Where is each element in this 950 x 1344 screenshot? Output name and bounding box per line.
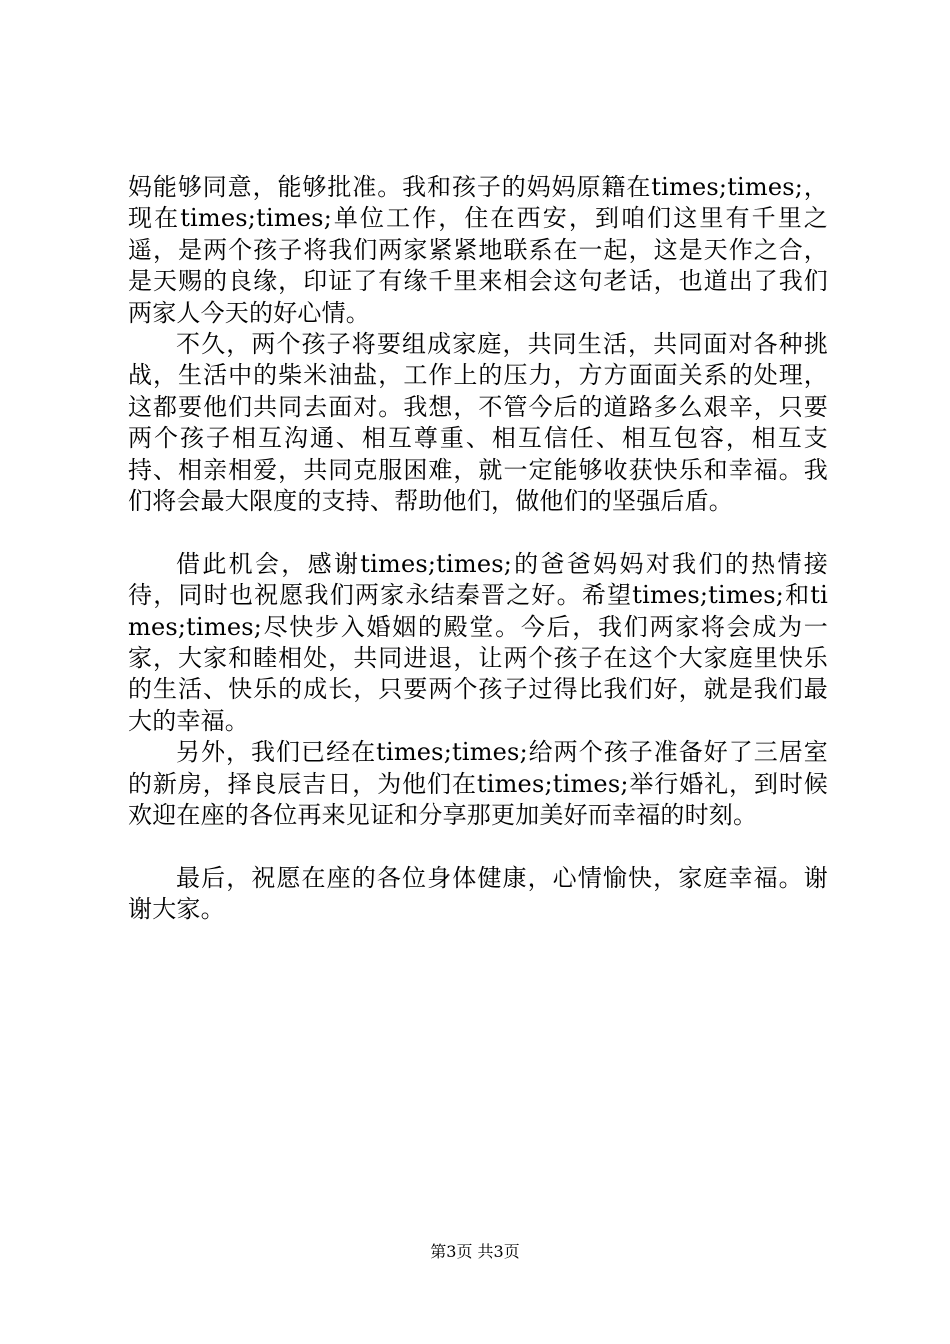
paragraph-challenges: 不久，两个孩子将要组成家庭，共同生活，共同面对各种挑战，生活中的柴米油盐，工作上的压力，方方面面关系的处理，这都要他们共同去面对。我想，不管今后的道路多么艰辛，只要两个孩子相互沟通、相互尊重、相互信任、相互包容，相互支持、相亲相爱，共同克服困难，就一定能够收获快乐和幸福。我们将会最大限度的支持、帮助他们，做他们的坚强后盾。 bbox=[128, 330, 828, 516]
paragraph-thanks: 借此机会，感谢times;times;的爸爸妈妈对我们的热情接待，同时也祝愿我们两家永结秦晋之好。希望times;times;和times;times;尽快步入婚姻的殿堂。今后，我们两家将会成为一家，大家和睦相处，共同进退，让两个孩子在这个大家庭里快乐的生活、快乐的成长，只要两个孩子过得比我们好，就是我们最大的幸福。 bbox=[128, 549, 828, 735]
paragraph-continuation: 妈能够同意，能够批准。我和孩子的妈妈原籍在times;times;，现在times;times;单位工作，住在西安，到咱们这里有千里之遥，是两个孩子将我们两家紧紧地联系在一起，这是天作之合，是天赐的良缘，印证了有缘千里来相会这句老话，也道出了我们两家人今天的好心情。 bbox=[128, 173, 828, 327]
document-body bbox=[128, 172, 828, 926]
paragraph-gap bbox=[128, 832, 828, 863]
paragraph-closing: 最后，祝愿在座的各位身体健康，心情愉快，家庭幸福。谢谢大家。 bbox=[128, 863, 828, 924]
page-number-footer: 第3页 共3页 bbox=[430, 1242, 520, 1261]
paragraph-wedding: 另外，我们已经在times;times;给两个孩子准备好了三居室的新房，择良辰吉日，为他们在times;times;举行婚礼，到时候欢迎在座的各位再来见证和分享那更加美好而幸福的时刻。 bbox=[128, 738, 828, 830]
paragraph-gap bbox=[128, 517, 828, 548]
